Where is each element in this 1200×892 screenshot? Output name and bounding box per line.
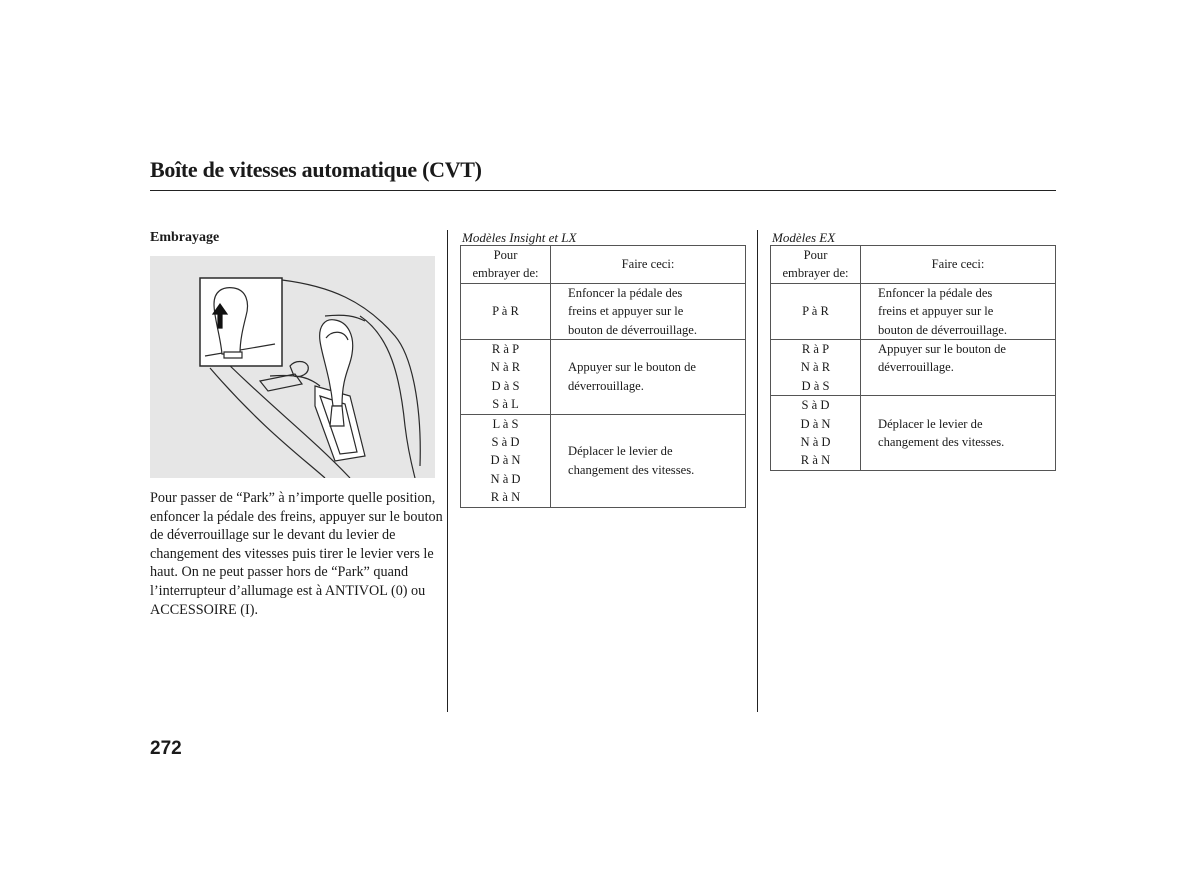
- shift-table-ex: [770, 245, 1056, 471]
- table-row: [771, 396, 1056, 471]
- column-header-action: Faire ceci:: [861, 246, 1056, 284]
- action-cell: Déplacer le levier de changement des vitesses.: [861, 396, 1056, 471]
- action-cell: Enfoncer la pédale des freins et appuyer sur le bouton de déverrouillage.: [861, 283, 1056, 339]
- shift-move: R à N: [490, 490, 521, 505]
- column-header-action: Faire ceci:: [551, 246, 746, 284]
- shift-move: P à R: [492, 304, 519, 319]
- table-row: [771, 283, 1056, 339]
- shift-move: L à S: [492, 416, 519, 431]
- shift-move: D à N: [800, 416, 831, 431]
- instruction-paragraph: Pour passer de “Park” à n’importe quelle position, enfoncer la pédale des freins, appuyer sur le bouton de déverrouillage sur le devant du levier de changement des vitesses puis tirer le levier vers le haut. On ne peut passer hors de “Park” quand l’interrupteur d’allumage est à ANTIVOL (0) ou ACCESSOIRE (I).: [150, 490, 443, 618]
- shift-move: N à R: [490, 360, 521, 375]
- column-header-from: Pour embrayer de:: [771, 246, 861, 284]
- table-row: [461, 283, 746, 339]
- action-cell: Enfoncer la pédale des freins et appuyer sur le bouton de déverrouillage.: [551, 283, 746, 339]
- moves-cell: [461, 414, 551, 507]
- shift-move: R à P: [801, 342, 830, 357]
- table-row: [461, 340, 746, 415]
- shift-move: N à D: [490, 471, 521, 486]
- action-cell: Appuyer sur le bouton de déverrouillage.: [861, 340, 1056, 396]
- shift-move: N à D: [800, 435, 831, 450]
- table-row: [461, 414, 746, 507]
- action-cell: Appuyer sur le bouton de déverrouillage.: [551, 340, 746, 415]
- shift-move: N à R: [800, 360, 831, 375]
- moves-cell: [461, 283, 551, 339]
- column-divider-right: [757, 230, 758, 712]
- shift-move: R à N: [800, 453, 831, 468]
- shift-move: S à D: [491, 435, 520, 450]
- shift-move: S à L: [492, 397, 519, 412]
- shift-lever-illustration: [150, 256, 435, 478]
- moves-cell: [771, 396, 861, 471]
- shift-move: P à R: [802, 304, 829, 319]
- action-cell: Déplacer le levier de changement des vitesses.: [551, 414, 746, 507]
- shift-move: D à N: [490, 453, 521, 468]
- shift-move: D à S: [491, 378, 520, 393]
- shift-move: S à D: [801, 398, 830, 413]
- column-header-from: Pour embrayer de:: [461, 246, 551, 284]
- page-number: 272: [150, 738, 182, 759]
- column-divider-left: [447, 230, 448, 712]
- section-heading: Embrayage: [150, 230, 220, 245]
- title-rule: [150, 190, 1056, 191]
- moves-cell: [771, 283, 861, 339]
- shift-move: R à P: [491, 342, 520, 357]
- table-caption-ex: Modèles EX: [772, 230, 836, 245]
- moves-cell: [461, 340, 551, 415]
- shift-table-insight: [460, 245, 746, 508]
- table-row: [771, 340, 1056, 396]
- shift-move: D à S: [801, 378, 830, 393]
- moves-cell: [771, 340, 861, 396]
- table-caption-insight: Modèles Insight et LX: [462, 230, 577, 245]
- page-title: Boîte de vitesses automatique (CVT): [150, 157, 482, 182]
